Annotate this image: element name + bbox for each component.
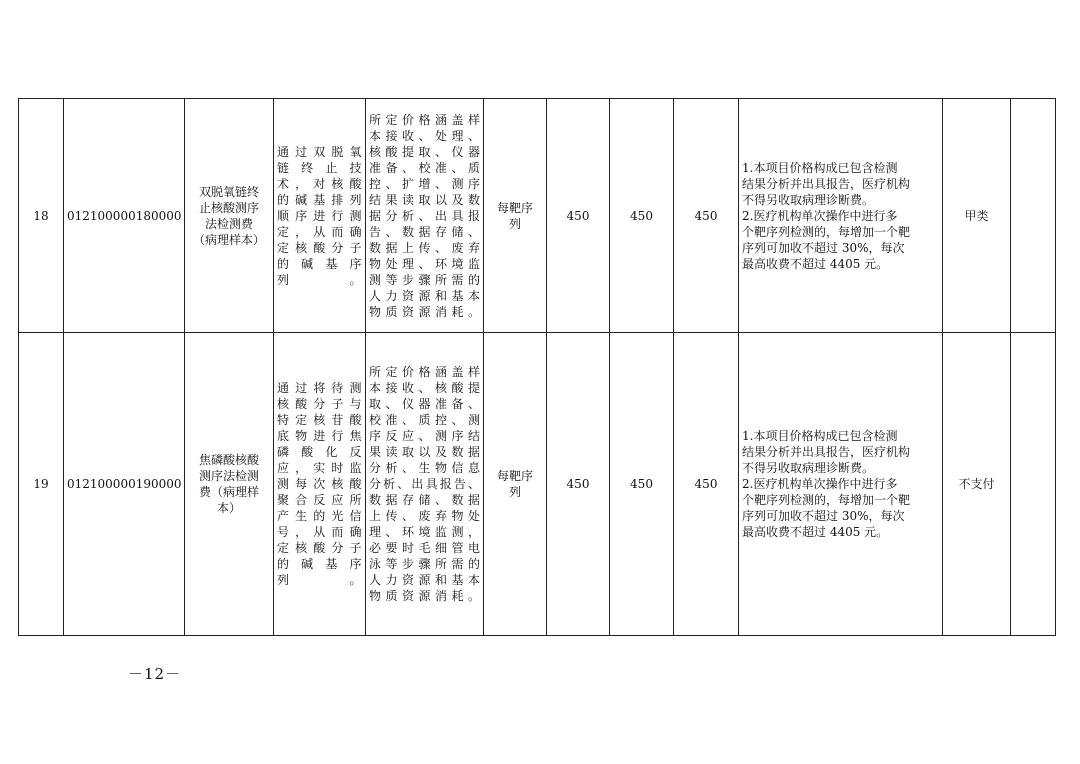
item-code: 012100000190000 (64, 333, 185, 636)
price-scope-line: 取、仪器准备、 (369, 397, 480, 411)
item-content-line: 顺序进行测 (277, 208, 362, 223)
item-name-line: （病理样本） (192, 232, 265, 247)
item-notes (739, 333, 943, 636)
item-name-line: 止核酸测序 (198, 200, 259, 215)
table-row (19, 99, 1056, 333)
price-scope-line: 据分析、出具报 (369, 208, 480, 223)
item-notes-line: 个靶序列检测的，每增加一个靶 (742, 493, 911, 507)
item-content (274, 99, 366, 333)
item-content-line: 定，从而确 (277, 224, 362, 239)
price-scope-line: 果读取以及数据 (369, 445, 480, 459)
item-name-line: 本） (216, 501, 241, 515)
table-row (19, 333, 1056, 636)
pricing-unit (484, 99, 547, 333)
item-content (274, 333, 366, 636)
row-number: 19 (19, 333, 64, 636)
item-content-line: 核酸分子与 (277, 397, 362, 411)
price-scope-line: 人力资源和基本 (369, 573, 480, 587)
item-notes-line: 2.医疗机构单次操作中进行多 (742, 477, 898, 491)
price-scope-line: 所定价格涵盖样 (369, 112, 480, 127)
item-name (185, 99, 274, 333)
item-notes-line: 1.本项目价格构成已包含检测 (742, 160, 898, 175)
pricing-unit (484, 333, 547, 636)
price-scope-line: 控、扩增、测序 (369, 176, 480, 191)
item-notes-line: 不得另收取病理诊断费。 (742, 461, 875, 475)
price-level-3: 450 (674, 99, 739, 333)
price-scope (366, 333, 484, 636)
item-content-line: 的 碱 基 序 (277, 256, 362, 271)
price-scope-line: 理、环境监测， (369, 525, 480, 539)
price-scope-line: 核酸提取、仪器 (369, 144, 480, 159)
price-scope-line: 泳等步骤所需的 (369, 557, 480, 571)
item-notes-line: 个靶序列检测的，每增加一个靶 (742, 224, 911, 239)
item-content-line: 磷 酸 化 反 (277, 445, 362, 459)
item-notes-line: 序列可加收不超过 30%，每次 (742, 509, 905, 523)
price-scope-line: 分析、生物信息 (369, 461, 480, 475)
price-scope-line: 校准、质控、测 (369, 413, 480, 427)
item-content-line: 通过将待测 (277, 381, 362, 395)
price-scope-line: 必要时毛细管电 (369, 541, 480, 555)
price-scope-line: 序反应、测序结 (369, 429, 480, 443)
item-content-line: 特定核苷酸 (277, 413, 362, 427)
item-name (185, 333, 274, 636)
price-scope-line: 分析、出具报告、 (369, 477, 480, 491)
price-scope-line: 物处理、环境监 (369, 256, 480, 271)
price-scope-line: 上传、废弃物处 (369, 509, 480, 523)
item-notes-line: 不得另收取病理诊断费。 (742, 192, 875, 207)
pricing-unit-line: 列 (508, 216, 521, 231)
item-notes-line: 最高收费不超过 4405 元。 (742, 525, 889, 539)
price-scope-line: 告、数据存储、 (369, 224, 480, 239)
item-notes-line: 结果分析并出具报告，医疗机构 (742, 176, 911, 191)
price-scope-line: 测等步骤所需的 (369, 272, 480, 287)
pricing-unit-line: 每靶序 (496, 469, 533, 483)
item-notes-line: 最高收费不超过 4405 元。 (742, 256, 889, 271)
price-scope-line: 数据存储、数据 (369, 493, 480, 507)
insurance-category: 甲类 (943, 99, 1011, 333)
price-scope-line: 物质资源消耗。 (369, 304, 480, 319)
price-level-2: 450 (610, 99, 674, 333)
item-content-line: 应，实时监 (277, 461, 362, 475)
remarks-cell (1011, 333, 1056, 636)
item-code: 012100000180000 (64, 99, 185, 333)
price-scope-line: 人力资源和基本 (369, 288, 480, 303)
item-name-line: 费（病理样 (198, 485, 259, 499)
item-content-line: 聚合反应所 (277, 493, 362, 507)
fee-table (18, 98, 1056, 636)
item-notes-line: 结果分析并出具报告，医疗机构 (742, 445, 911, 459)
price-scope (366, 99, 484, 333)
item-content-line: 的碱基排列 (277, 192, 362, 207)
item-notes-line: 序列可加收不超过 30%，每次 (742, 240, 905, 255)
remarks-cell (1011, 99, 1056, 333)
item-content-line: 通过双脱氧 (277, 144, 362, 159)
item-content-line: 号，从而确 (277, 525, 362, 539)
item-notes (739, 99, 943, 333)
price-scope-line: 本接收、处理、 (369, 128, 480, 143)
price-scope-line: 本接收、核酸提 (369, 381, 480, 395)
item-content-line: 术，对核酸 (277, 176, 362, 191)
pricing-unit-line: 每靶序 (496, 200, 533, 215)
page-number: －12－ (128, 665, 182, 683)
item-name-line: 双脱氧链终 (198, 184, 259, 199)
item-content-line: 的 碱 基 序 (277, 557, 362, 571)
price-level-3: 450 (674, 333, 739, 636)
insurance-category: 不支付 (943, 333, 1011, 636)
price-scope-line: 准备、校准、质 (369, 160, 480, 175)
price-scope-line: 数据上传、废弃 (369, 240, 480, 255)
item-content-line: 底物进行焦 (277, 429, 362, 443)
item-name-line: 焦磷酸核酸 (198, 453, 259, 467)
price-level-1: 450 (547, 333, 610, 636)
row-number: 18 (19, 99, 64, 333)
price-scope-line: 物质资源消耗。 (369, 589, 480, 603)
price-level-2: 450 (610, 333, 674, 636)
item-content-line: 产生的光信 (277, 509, 362, 523)
item-content-line: 列。 (277, 573, 362, 587)
price-scope-line: 结果读取以及数 (369, 192, 480, 207)
price-level-1: 450 (547, 99, 610, 333)
item-content-line: 链 终 止 技 (277, 160, 362, 175)
item-content-line: 列。 (277, 272, 362, 287)
pricing-unit-line: 列 (508, 485, 521, 499)
item-content-line: 测每次核酸 (277, 477, 362, 491)
item-name-line: 测序法检测 (198, 469, 259, 483)
item-notes-line: 2.医疗机构单次操作中进行多 (742, 208, 898, 223)
item-notes-line: 1.本项目价格构成已包含检测 (742, 429, 898, 443)
item-content-line: 定核酸分子 (277, 541, 362, 555)
price-scope-line: 所定价格涵盖样 (369, 365, 480, 379)
item-name-line: 法检测费 (204, 216, 253, 231)
item-content-line: 定核酸分子 (277, 240, 362, 255)
